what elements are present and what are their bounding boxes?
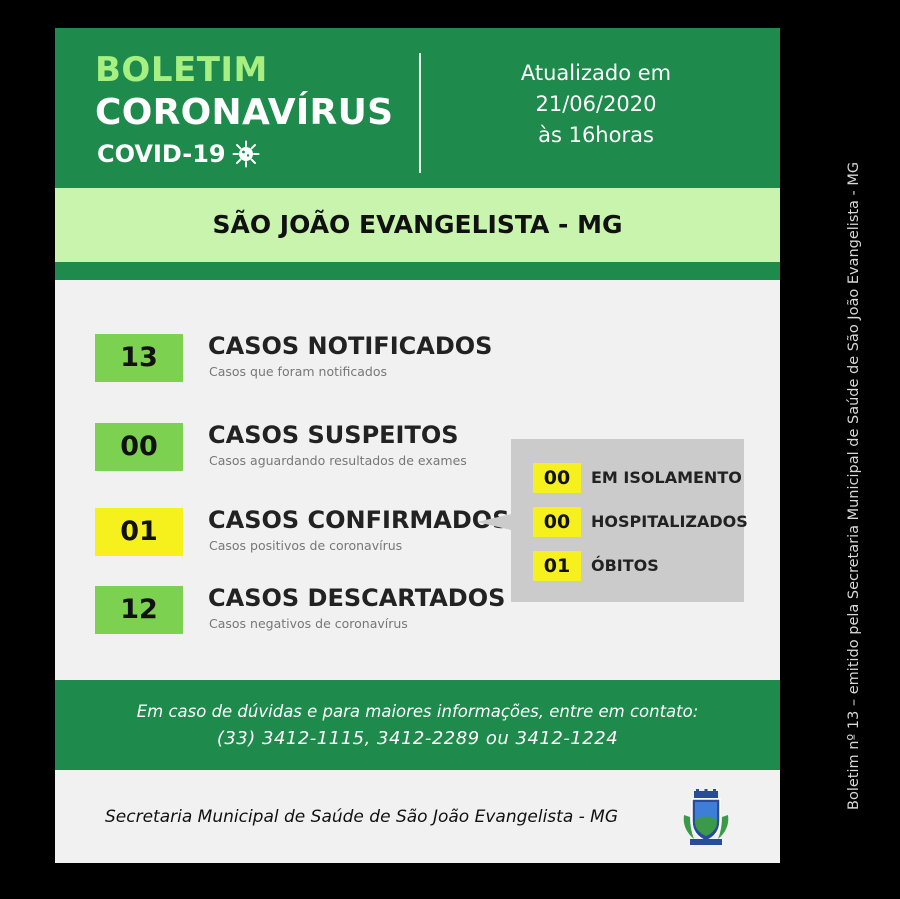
breakdown-label-isolation: EM ISOLAMENTO	[591, 468, 742, 487]
updated-time: às 16horas	[538, 123, 654, 147]
title-covid	[97, 140, 260, 168]
city-band	[55, 188, 780, 262]
contact-text: Em caso de dúvidas e para maiores informações, entre em contato:	[136, 702, 699, 721]
case-value-suspected: 00	[95, 423, 183, 471]
breakdown-value-isolation: 00	[533, 463, 581, 493]
updated-date: 21/06/2020	[535, 92, 657, 116]
coronavirus-icon	[232, 140, 260, 168]
municipal-crest-icon	[680, 789, 732, 847]
case-value-notified: 13	[95, 334, 183, 382]
header	[55, 28, 780, 188]
footer-text: Secretaria Municipal de Saúde de São João Evangelista - MG	[105, 807, 619, 827]
footer	[55, 770, 780, 863]
updated-label: Atualizado em	[520, 61, 672, 85]
contact-band	[55, 680, 780, 770]
city-name: SÃO JOÃO EVANGELISTA - MG	[212, 210, 623, 239]
breakdown-label-deaths: ÓBITOS	[591, 556, 659, 575]
case-sublabel-confirmed: Casos positivos de coronavírus	[209, 538, 403, 553]
title-boletim: BOLETIM	[95, 50, 268, 90]
bulletin-card	[55, 28, 780, 863]
title-coronavirus: CORONAVÍRUS	[95, 92, 394, 133]
side-caption: Boletim nº 13 – emitido pela Secretaria Municipal de Saúde de São João Evangelista - MG	[846, 161, 862, 810]
divider-band	[55, 262, 780, 280]
updated-info	[485, 58, 707, 151]
breakdown-value-hospitalized: 00	[533, 507, 581, 537]
covid-label: COVID-19	[97, 140, 226, 168]
case-sublabel-suspected: Casos aguardando resultados de exames	[209, 453, 467, 468]
case-sublabel-notified: Casos que foram notificados	[209, 364, 387, 379]
case-value-discarded: 12	[95, 586, 183, 634]
breakdown-label-hospitalized: HOSPITALIZADOS	[591, 512, 748, 531]
case-value-confirmed: 01	[95, 508, 183, 556]
breakdown-value-deaths: 01	[533, 551, 581, 581]
case-label-suspected: CASOS SUSPEITOS	[208, 421, 459, 449]
case-label-discarded: CASOS DESCARTADOS	[208, 584, 506, 612]
contact-phones: (33) 3412-1115, 3412-2289 ou 3412-1224	[216, 728, 619, 749]
confirmed-breakdown-panel	[511, 439, 748, 602]
case-sublabel-discarded: Casos negativos de coronavírus	[209, 616, 408, 631]
header-divider	[419, 53, 421, 173]
breakdown-pointer	[477, 514, 511, 530]
case-label-confirmed: CASOS CONFIRMADOS	[208, 506, 510, 534]
case-label-notified: CASOS NOTIFICADOS	[208, 332, 493, 360]
